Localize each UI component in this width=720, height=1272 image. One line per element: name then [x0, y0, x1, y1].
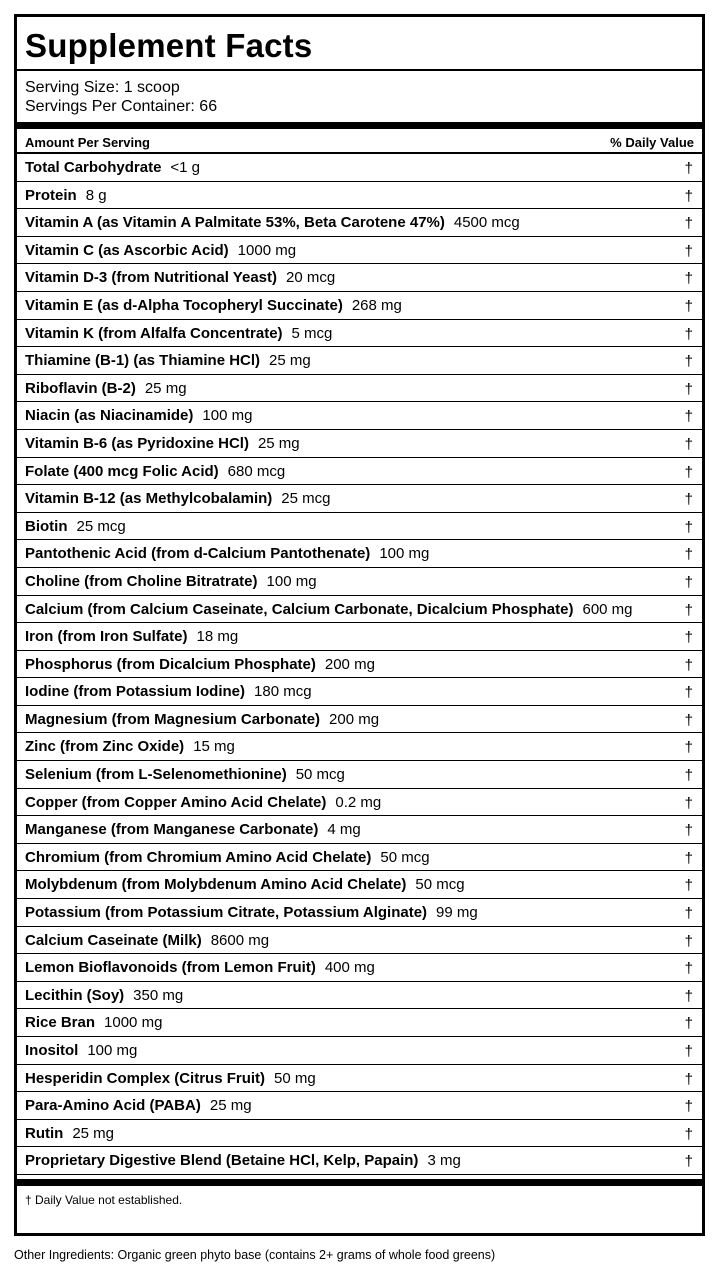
nutrient-daily-value: †: [684, 987, 693, 1005]
nutrient-daily-value: †: [684, 932, 693, 950]
daily-value-label: % Daily Value: [610, 135, 694, 150]
nutrient-row: [17, 623, 702, 651]
nutrient-name: [25, 955, 375, 981]
nutrient-amount: 15 mg: [193, 738, 235, 756]
nutrient-name: [25, 348, 311, 374]
nutrient-row: [17, 430, 702, 458]
nutrient-name: [25, 872, 465, 898]
nutrient-daily-value: †: [684, 1153, 693, 1171]
nutrient-row: [17, 651, 702, 679]
nutrient-name: [25, 265, 335, 291]
nutrient-name-text: Vitamin E (as d-Alpha Tocopheryl Succinate): [25, 296, 343, 314]
nutrient-name-text: Para-Amino Acid (PABA): [25, 1097, 201, 1115]
title-divider: [17, 69, 702, 71]
nutrient-daily-value: †: [684, 656, 693, 674]
nutrient-name-text: Choline (from Choline Bitratrate): [25, 572, 258, 590]
nutrient-amount: 50 mg: [274, 1069, 316, 1087]
nutrient-row: [17, 789, 702, 817]
nutrient-daily-value: †: [684, 297, 693, 315]
nutrient-row: [17, 733, 702, 761]
nutrient-name: [25, 790, 381, 816]
nutrient-amount: 50 mcg: [380, 848, 430, 866]
nutrient-name-text: Total Carbohydrate: [25, 159, 162, 176]
nutrient-row: [17, 513, 702, 541]
nutrient-list: [17, 154, 702, 1175]
nutrient-name: [25, 1066, 316, 1092]
nutrient-name: [25, 321, 332, 347]
nutrient-row: [17, 899, 702, 927]
nutrient-name: [25, 762, 345, 788]
nutrient-daily-value: †: [684, 187, 693, 205]
nutrient-amount: 8600 mg: [210, 931, 270, 949]
nutrient-name-text: Calcium (from Calcium Caseinate, Calcium Carbonate, Dicalcium Phosphate): [25, 600, 574, 618]
nutrient-name: [25, 376, 187, 402]
serving-divider: [17, 122, 702, 129]
nutrient-row: [17, 871, 702, 899]
nutrient-amount: 99 mg: [436, 904, 478, 922]
nutrient-row: [17, 1009, 702, 1037]
nutrient-name: [25, 1010, 162, 1036]
nutrient-row: [17, 540, 702, 568]
nutrient-daily-value: †: [684, 767, 693, 785]
nutrient-row: [17, 1147, 702, 1175]
nutrient-row: [17, 1120, 702, 1148]
nutrient-row: [17, 182, 702, 210]
nutrient-row: [17, 1065, 702, 1093]
nutrient-name: [25, 707, 379, 733]
nutrient-name: [25, 845, 430, 871]
nutrient-amount: 100 mg: [87, 1042, 138, 1059]
nutrient-amount: 0.2 mg: [335, 793, 382, 811]
nutrient-name: [25, 1038, 137, 1064]
nutrient-name: [25, 983, 183, 1009]
nutrient-amount: 25 mg: [144, 379, 187, 397]
nutrient-daily-value: †: [684, 629, 693, 647]
nutrient-name: [25, 514, 126, 540]
nutrient-daily-value: †: [684, 739, 693, 757]
nutrient-daily-value: †: [684, 546, 693, 564]
nutrient-row: [17, 209, 702, 237]
nutrient-name: [25, 183, 107, 209]
nutrient-name-text: Vitamin C (as Ascorbic Acid): [25, 241, 229, 259]
nutrient-row: [17, 375, 702, 403]
nutrient-name-text: Zinc (from Zinc Oxide): [25, 738, 185, 756]
nutrient-name-text: Lemon Bioflavonoids (from Lemon Fruit): [25, 959, 316, 977]
nutrient-daily-value: †: [684, 1015, 693, 1033]
nutrient-amount: 200 mg: [329, 710, 380, 728]
bottom-divider: [17, 1179, 702, 1186]
nutrient-name: [25, 569, 317, 595]
nutrient-row: [17, 954, 702, 982]
nutrient-row: [17, 816, 702, 844]
nutrient-daily-value: †: [684, 408, 693, 426]
nutrient-name-text: Molybdenum (from Molybdenum Amino Acid Chelate): [25, 876, 407, 894]
nutrient-name: [25, 1093, 252, 1119]
nutrient-amount: 268 mg: [351, 296, 402, 314]
nutrient-amount: 18 mg: [196, 628, 239, 646]
nutrient-daily-value: †: [684, 822, 693, 840]
nutrient-name-text: Biotin: [25, 517, 68, 535]
column-header: [17, 132, 702, 153]
servings-per-container: Servings Per Container: 66: [25, 98, 218, 115]
nutrient-name: [25, 817, 361, 843]
nutrient-amount: 100 mg: [266, 572, 317, 590]
nutrient-daily-value: †: [684, 711, 693, 729]
nutrient-amount: 350 mg: [133, 986, 184, 1004]
nutrient-row: [17, 320, 702, 348]
nutrient-daily-value: †: [684, 325, 693, 343]
nutrient-name-text: Vitamin K (from Alfalfa Concentrate): [25, 324, 283, 342]
nutrient-daily-value: †: [684, 1125, 693, 1143]
nutrient-name-text: Iron (from Iron Sulfate): [25, 628, 188, 646]
nutrient-name: [25, 210, 520, 236]
nutrient-row: [17, 154, 702, 182]
nutrient-amount: 5 mcg: [291, 324, 333, 342]
nutrient-name: [25, 1121, 114, 1147]
nutrient-name-text: Riboflavin (B-2): [25, 379, 136, 397]
nutrient-amount: 25 mcg: [76, 517, 126, 535]
nutrient-row: [17, 292, 702, 320]
nutrient-name-text: Rice Bran: [25, 1014, 96, 1032]
serving-size: Serving Size: 1 scoop: [25, 79, 180, 96]
nutrient-name-text: Proprietary Digestive Blend (Betaine HCl, Kelp, Papain): [25, 1152, 419, 1170]
nutrient-daily-value: †: [684, 435, 693, 453]
nutrient-row: [17, 678, 702, 706]
nutrient-amount: 180 mcg: [254, 683, 312, 701]
nutrient-amount: 1000 mg: [104, 1014, 163, 1032]
nutrient-name: [25, 679, 312, 705]
nutrient-daily-value: †: [684, 794, 693, 812]
nutrient-amount: 400 mg: [324, 959, 375, 977]
nutrient-amount: 1000 mg: [237, 241, 297, 259]
nutrient-row: [17, 568, 702, 596]
nutrient-daily-value: †: [684, 463, 693, 481]
nutrient-amount: 100 mg: [379, 545, 430, 563]
nutrient-amount: 25 mcg: [281, 490, 331, 508]
supplement-facts-panel: [14, 14, 705, 1236]
nutrient-amount: 25 mg: [209, 1097, 252, 1115]
nutrient-name-text: Pantothenic Acid (from d-Calcium Pantothenate): [25, 545, 371, 563]
nutrient-name-text: Vitamin D-3 (from Nutritional Yeast): [25, 269, 277, 287]
nutrient-daily-value: †: [684, 160, 693, 177]
nutrient-row: [17, 927, 702, 955]
nutrient-amount: 50 mcg: [295, 766, 345, 784]
nutrient-name-text: Manganese (from Manganese Carbonate): [25, 821, 319, 839]
nutrient-name-text: Potassium (from Potassium Citrate, Potassium Alginate): [25, 904, 428, 922]
nutrient-daily-value: †: [684, 215, 693, 233]
nutrient-row: [17, 761, 702, 789]
nutrient-amount: 3 mg: [427, 1152, 461, 1170]
nutrient-name: [25, 900, 478, 926]
nutrient-name-text: Protein: [25, 186, 77, 204]
nutrient-amount: 200 mg: [324, 655, 375, 673]
nutrient-name: [25, 486, 331, 512]
nutrient-daily-value: †: [684, 573, 693, 591]
nutrient-amount: 8 g: [85, 186, 107, 204]
nutrient-daily-value: †: [684, 905, 693, 923]
nutrient-name-text: Vitamin B-6 (as Pyridoxine HCl): [25, 434, 249, 452]
nutrient-amount: <1 g: [170, 159, 201, 176]
nutrient-daily-value: †: [684, 960, 693, 978]
nutrient-daily-value: †: [684, 1043, 693, 1060]
nutrient-daily-value: †: [684, 1098, 693, 1116]
nutrient-daily-value: †: [684, 353, 693, 371]
nutrient-amount: 4 mg: [327, 821, 361, 839]
nutrient-name-text: Chromium (from Chromium Amino Acid Chelate): [25, 848, 372, 866]
nutrient-daily-value: †: [684, 877, 693, 895]
nutrient-name-text: Magnesium (from Magnesium Carbonate): [25, 710, 321, 728]
nutrient-row: [17, 264, 702, 292]
nutrient-name: [25, 928, 269, 954]
nutrient-amount: 25 mg: [269, 352, 311, 370]
nutrient-row: [17, 458, 702, 486]
nutrient-daily-value: †: [684, 1070, 693, 1088]
nutrient-name-text: Rutin: [25, 1124, 64, 1142]
nutrient-amount: 4500 mcg: [453, 214, 520, 232]
nutrient-name: [25, 652, 375, 678]
nutrient-name-text: Thiamine (B-1) (as Thiamine HCl): [25, 352, 261, 370]
nutrient-row: [17, 1037, 702, 1065]
other-ingredients: Other Ingredients: Organic green phyto base (contains 2+ grams of whole food greens): [14, 1248, 496, 1262]
nutrient-daily-value: †: [684, 518, 693, 536]
nutrient-amount: 25 mg: [257, 434, 300, 452]
amount-per-serving-label: Amount Per Serving: [25, 135, 150, 150]
panel-title: Supplement Facts: [25, 27, 313, 64]
nutrient-daily-value: †: [684, 380, 693, 398]
nutrient-amount: 25 mg: [72, 1124, 115, 1142]
nutrient-name-text: Vitamin B-12 (as Methylcobalamin): [25, 490, 273, 508]
nutrient-daily-value: †: [684, 601, 693, 619]
nutrient-name-text: Vitamin A (as Vitamin A Palmitate 53%, Beta Carotene 47%): [25, 214, 445, 232]
nutrient-amount: 600 mg: [582, 600, 633, 618]
nutrient-name-text: Phosphorus (from Dicalcium Phosphate): [25, 655, 316, 673]
nutrient-name: [25, 403, 252, 429]
nutrient-name-text: Copper (from Copper Amino Acid Chelate): [25, 793, 327, 811]
nutrient-daily-value: †: [684, 242, 693, 260]
nutrient-row: [17, 402, 702, 430]
nutrient-daily-value: †: [684, 849, 693, 867]
nutrient-row: [17, 1092, 702, 1120]
nutrient-name-text: Hesperidin Complex (Citrus Fruit): [25, 1069, 266, 1087]
nutrient-name: [25, 459, 285, 485]
nutrient-amount: 20 mcg: [286, 269, 336, 287]
nutrient-amount: 50 mcg: [415, 876, 465, 894]
nutrient-daily-value: †: [684, 270, 693, 288]
nutrient-daily-value: †: [684, 684, 693, 702]
nutrient-name-text: Folate (400 mcg Folic Acid): [25, 462, 219, 480]
nutrient-daily-value: †: [684, 491, 693, 509]
nutrient-row: [17, 596, 702, 624]
nutrient-row: [17, 844, 702, 872]
nutrient-name: [25, 431, 300, 457]
nutrient-name-text: Calcium Caseinate (Milk): [25, 931, 202, 949]
nutrient-row: [17, 706, 702, 734]
nutrient-name: [25, 238, 296, 264]
nutrient-name: [25, 293, 402, 319]
nutrient-row: [17, 982, 702, 1010]
nutrient-name-text: Selenium (from L-Selenomethionine): [25, 766, 287, 784]
nutrient-name-text: Lecithin (Soy): [25, 986, 125, 1004]
nutrient-amount: 680 mcg: [227, 462, 286, 480]
nutrient-row: [17, 237, 702, 265]
nutrient-name: [25, 597, 633, 623]
nutrient-amount: 100 mg: [202, 407, 253, 425]
nutrient-name-text: Iodine (from Potassium Iodine): [25, 683, 246, 701]
nutrient-row: [17, 347, 702, 375]
nutrient-name: [25, 734, 235, 760]
nutrient-name: [25, 155, 200, 181]
nutrient-name: [25, 624, 238, 650]
nutrient-name-text: Inositol: [25, 1042, 79, 1059]
nutrient-name: [25, 541, 429, 567]
footnote: † Daily Value not established.: [25, 1193, 183, 1207]
nutrient-row: [17, 485, 702, 513]
nutrient-name: [25, 1148, 461, 1174]
nutrient-name-text: Niacin (as Niacinamide): [25, 407, 194, 425]
